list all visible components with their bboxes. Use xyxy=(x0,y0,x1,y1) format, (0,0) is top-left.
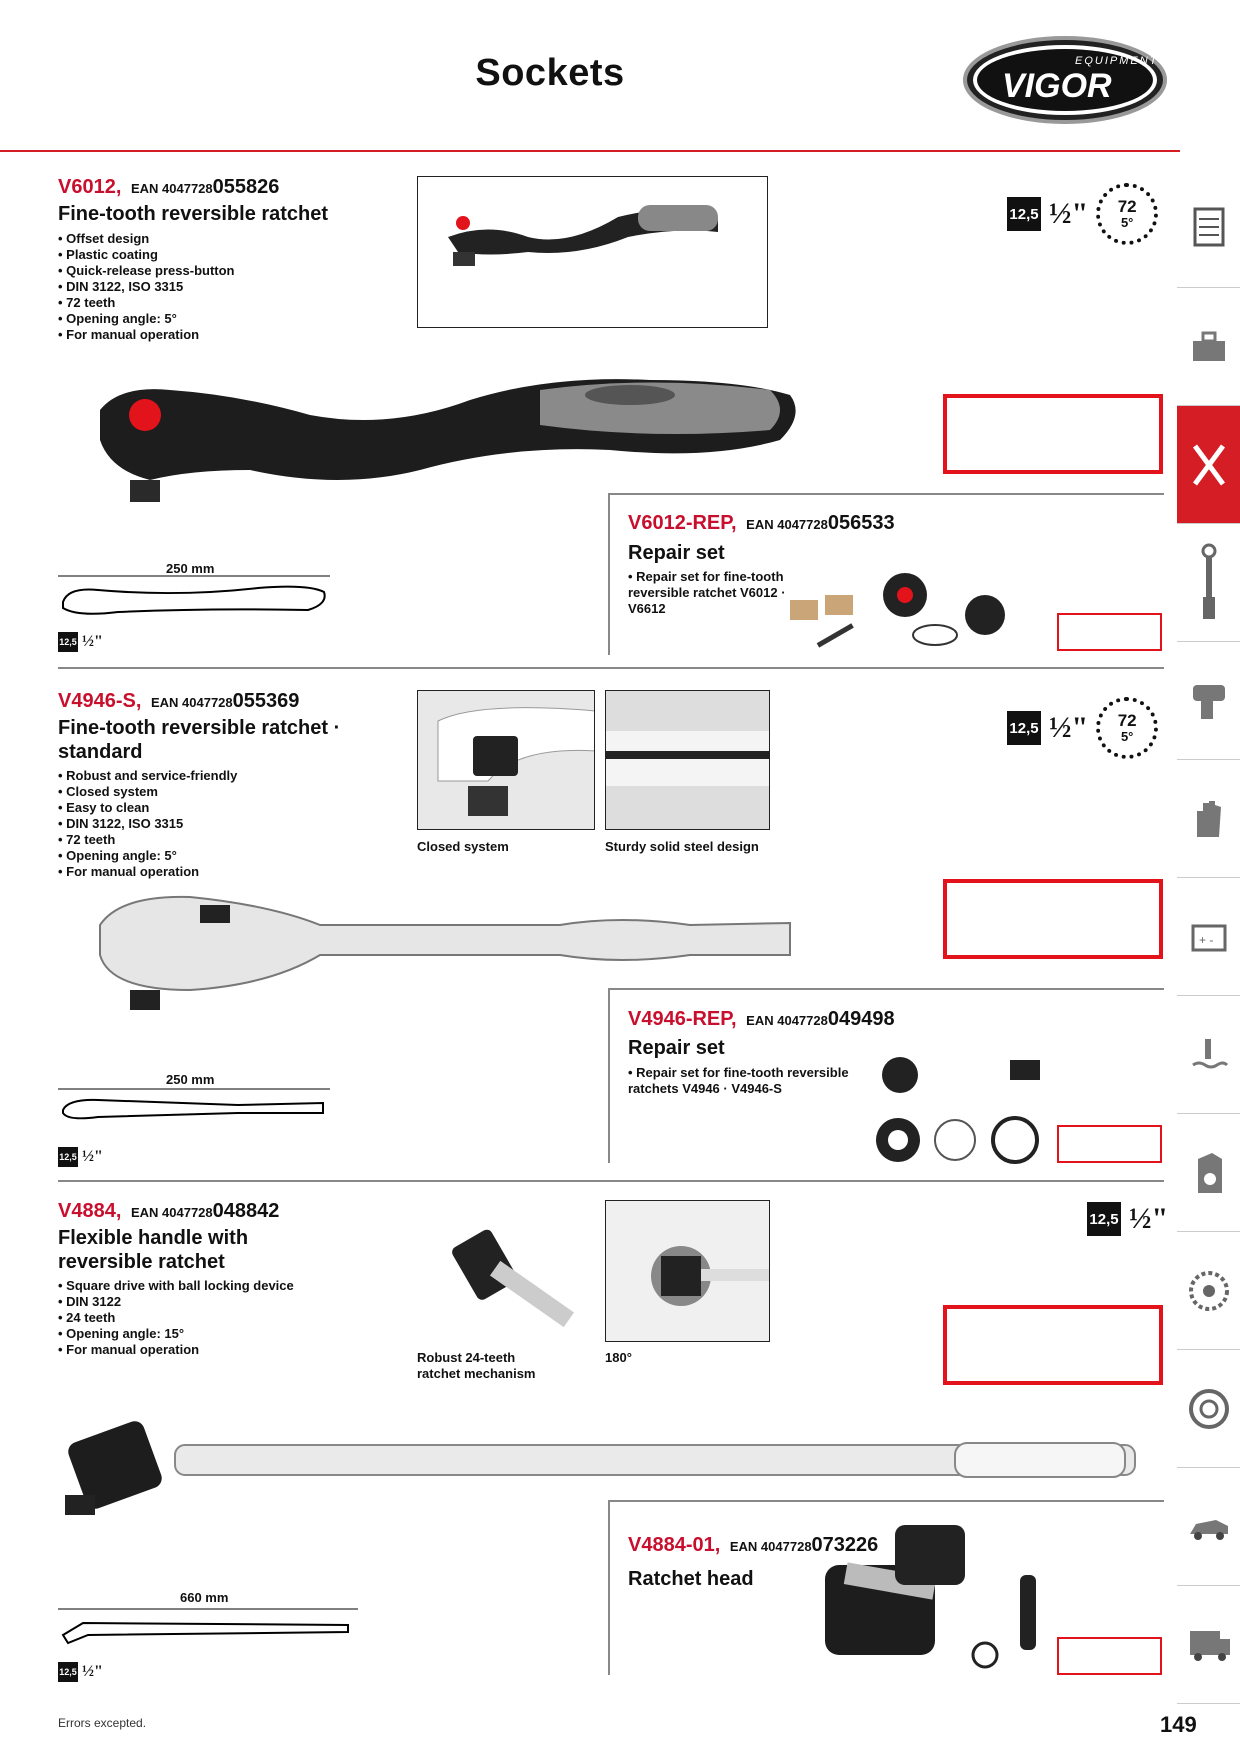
repair-ean-suffix: 056533 xyxy=(827,512,895,534)
repair-ean-suffix: 049498 xyxy=(827,1008,895,1030)
feature-item: • Quick-release press-button xyxy=(58,263,358,279)
torque-wrench-icon xyxy=(1199,543,1219,623)
length-label: 660 mm xyxy=(180,1590,229,1605)
ratchet-detail-photo xyxy=(417,176,768,328)
flexible-handle-photo xyxy=(55,1405,1155,1525)
brake-icon xyxy=(1187,1269,1231,1313)
product-code-line: V4884, EAN 4047728048842 xyxy=(58,1200,280,1222)
sidebar-item-tools[interactable] xyxy=(1177,406,1240,524)
category-sidebar xyxy=(1177,170,1240,1704)
rotation-photo xyxy=(605,1200,770,1342)
sidebar-item-toolbox[interactable] xyxy=(1177,288,1240,406)
repair-parts-photo xyxy=(870,1045,1050,1170)
teeth-count: 72 xyxy=(1117,197,1137,216)
solid-steel-photo xyxy=(605,690,770,830)
spec-badges xyxy=(1087,1202,1168,1236)
feature-item: • Repair set for fine-tooth reversible ratchet V6012 · V6612 xyxy=(628,569,798,617)
sidebar-item-battery[interactable] xyxy=(1177,878,1240,996)
oil-icon xyxy=(1192,1149,1226,1197)
dimension-drawing xyxy=(58,1085,330,1125)
sidebar-item-oil[interactable] xyxy=(1177,1114,1240,1232)
battery-icon xyxy=(1189,920,1229,954)
repair-name: Repair set xyxy=(628,1037,725,1059)
feature-item: • DIN 3122 xyxy=(58,1294,368,1310)
toolbox-icon xyxy=(1189,329,1229,365)
repair-divider xyxy=(609,988,1164,990)
feature-item: • Opening angle: 5° xyxy=(58,311,358,327)
repair-vline xyxy=(608,988,610,1163)
product-name: Flexible handle with reversible ratchet xyxy=(58,1227,249,1273)
gloves-icon xyxy=(1189,797,1229,841)
feature-item: • Opening angle: 15° xyxy=(58,1326,368,1342)
footer-note: Errors excepted. xyxy=(58,1716,147,1730)
teeth-count: 72 xyxy=(1117,711,1137,730)
teeth-gear-icon xyxy=(1096,183,1158,245)
coolant-icon xyxy=(1189,1035,1229,1075)
ean-suffix: 055826 xyxy=(212,176,280,198)
repair-ean-prefix: EAN 4047728 xyxy=(729,1539,812,1554)
repair-divider xyxy=(609,493,1164,495)
photo-caption: Robust 24-teeth ratchet mechanism xyxy=(417,1350,536,1381)
feature-item: • 72 teeth xyxy=(58,295,358,311)
repair-name: Ratchet head xyxy=(628,1568,754,1590)
repair-feature-list xyxy=(628,569,798,617)
product-name: Fine-tooth reversible ratchet · standard xyxy=(58,717,341,763)
sidebar-item-gloves[interactable] xyxy=(1177,760,1240,878)
product-code: V4884 xyxy=(58,1200,116,1222)
drive-inch-small: ½" xyxy=(82,1148,103,1165)
sidebar-item-workshop-trolley[interactable] xyxy=(1177,170,1240,288)
brand-label: VIGOR xyxy=(1002,67,1112,105)
feature-list xyxy=(58,768,358,880)
ratchet-photo xyxy=(90,370,810,520)
repair-code-line: V6012-REP, EAN 4047728056533 xyxy=(628,512,895,534)
ean-prefix: EAN 4047728 xyxy=(150,695,233,710)
impact-wrench-icon xyxy=(1189,679,1229,723)
ean-prefix: EAN 4047728 xyxy=(130,1205,213,1220)
header-divider xyxy=(0,150,1180,152)
drive-size-badge: 12,5 xyxy=(1087,1202,1121,1236)
ratchet-head-photo xyxy=(805,1515,1045,1675)
feature-item: • Plastic coating xyxy=(58,247,358,263)
photo-caption: Sturdy solid steel design xyxy=(605,839,759,854)
feature-item: • 24 teeth xyxy=(58,1310,368,1326)
small-drive-badge xyxy=(58,1147,103,1167)
dimension-drawing xyxy=(58,572,330,622)
spec-badges xyxy=(1007,183,1158,245)
price-box xyxy=(943,879,1163,959)
feature-item: • For manual operation xyxy=(58,1342,368,1358)
sidebar-item-wheel[interactable] xyxy=(1177,1350,1240,1468)
repair-feature-list xyxy=(628,1065,868,1097)
drive-size-badge-small: 12,5 xyxy=(58,632,78,652)
brand-small-label: EQUIPMENT xyxy=(1075,55,1159,67)
length-label: 250 mm xyxy=(166,1072,215,1087)
feature-item: • For manual operation xyxy=(58,327,358,343)
car-body-icon xyxy=(1186,1512,1232,1542)
ean-suffix: 055369 xyxy=(232,690,300,712)
repair-ean-prefix: EAN 4047728 xyxy=(746,517,828,532)
small-drive-badge xyxy=(58,1662,103,1682)
sidebar-item-torque-wrench[interactable] xyxy=(1177,524,1240,642)
sidebar-item-impact-wrench[interactable] xyxy=(1177,642,1240,760)
feature-item: • Easy to clean xyxy=(58,800,358,816)
ratchet-photo xyxy=(90,885,810,1015)
wheel-icon xyxy=(1187,1387,1231,1431)
feature-item: • Square drive with ball locking device xyxy=(58,1278,368,1294)
feature-item: • DIN 3122, ISO 3315 xyxy=(58,279,358,295)
page-title: Sockets xyxy=(475,52,625,94)
drive-inch-small: ½" xyxy=(82,1663,103,1680)
feature-item: • Closed system xyxy=(58,784,358,800)
drive-inch-small: ½" xyxy=(82,633,103,650)
feature-item: • For manual operation xyxy=(58,864,358,880)
drive-size-badge: 12,5 xyxy=(1007,197,1041,231)
closed-system-photo xyxy=(417,690,595,830)
sidebar-item-brake[interactable] xyxy=(1177,1232,1240,1350)
repair-price-box xyxy=(1057,613,1162,651)
ean-prefix: EAN 4047728 xyxy=(130,181,213,196)
drive-inch: ½" xyxy=(1049,711,1089,744)
length-label: 250 mm xyxy=(166,561,215,576)
feature-item: • Robust and service-friendly xyxy=(58,768,358,784)
repair-code: V6012-REP xyxy=(628,512,732,534)
opening-angle: 5° xyxy=(1120,729,1134,744)
repair-ean-suffix: 073226 xyxy=(811,1534,879,1556)
drive-size-badge-small: 12,5 xyxy=(58,1147,78,1167)
workshop-trolley-icon xyxy=(1191,205,1227,253)
photo-caption: 180° xyxy=(605,1350,632,1365)
repair-code-line: V4884-01, EAN 4047728073226 xyxy=(628,1534,879,1556)
sidebar-item-truck[interactable] xyxy=(1177,1586,1240,1704)
repair-divider xyxy=(609,1500,1164,1502)
ean-suffix: 048842 xyxy=(212,1200,280,1222)
repair-vline xyxy=(608,1500,610,1675)
dimension-drawing xyxy=(58,1605,358,1645)
repair-price-box xyxy=(1057,1637,1162,1675)
drive-size-badge-small: 12,5 xyxy=(58,1662,78,1682)
product-code-line: V6012, EAN 4047728055826 xyxy=(58,176,280,198)
repair-parts-photo xyxy=(785,555,1025,655)
repair-code: V4946-REP xyxy=(628,1008,732,1030)
repair-ean-prefix: EAN 4047728 xyxy=(746,1013,828,1028)
price-box xyxy=(943,1305,1163,1385)
spec-badges xyxy=(1007,697,1158,759)
ratchet-mechanism-photo xyxy=(417,1200,595,1342)
repair-vline xyxy=(608,493,610,655)
feature-item: • Repair set for fine-tooth reversible ratchets V4946 · V4946-S xyxy=(628,1065,868,1097)
price-box xyxy=(943,394,1163,474)
drive-size-badge: 12,5 xyxy=(1007,711,1041,745)
product-code-line: V4946-S, EAN 4047728055369 xyxy=(58,690,300,712)
repair-code-line: V4946-REP, EAN 4047728049498 xyxy=(628,1008,895,1030)
drive-inch: ½" xyxy=(1129,1202,1169,1235)
page-number: 149 xyxy=(1160,1712,1197,1737)
section-divider xyxy=(58,1180,1164,1182)
feature-item: • Offset design xyxy=(58,231,358,247)
feature-item: • 72 teeth xyxy=(58,832,358,848)
product-code: V4946-S xyxy=(58,690,136,712)
product-name: Fine-tooth reversible ratchet xyxy=(58,203,329,225)
sidebar-item-car-body[interactable] xyxy=(1177,1468,1240,1586)
vigor-logo xyxy=(960,30,1170,130)
opening-angle: 5° xyxy=(1120,215,1134,230)
feature-item: • Opening angle: 5° xyxy=(58,848,358,864)
product-code: V6012 xyxy=(58,176,116,198)
feature-list xyxy=(58,1278,368,1358)
teeth-gear-icon xyxy=(1096,697,1158,759)
feature-item: • DIN 3122, ISO 3315 xyxy=(58,816,358,832)
repair-name: Repair set xyxy=(628,542,725,564)
feature-list xyxy=(58,231,358,343)
drive-inch: ½" xyxy=(1049,197,1089,230)
tools-icon xyxy=(1187,440,1231,490)
sidebar-item-coolant[interactable] xyxy=(1177,996,1240,1114)
repair-code: V4884-01 xyxy=(628,1534,715,1556)
section-divider xyxy=(58,667,1164,669)
repair-price-box xyxy=(1057,1125,1162,1163)
photo-caption: Closed system xyxy=(417,839,509,854)
svg-text:+ -: + - xyxy=(1198,932,1213,947)
small-drive-badge xyxy=(58,632,103,652)
truck-icon xyxy=(1186,1625,1232,1665)
